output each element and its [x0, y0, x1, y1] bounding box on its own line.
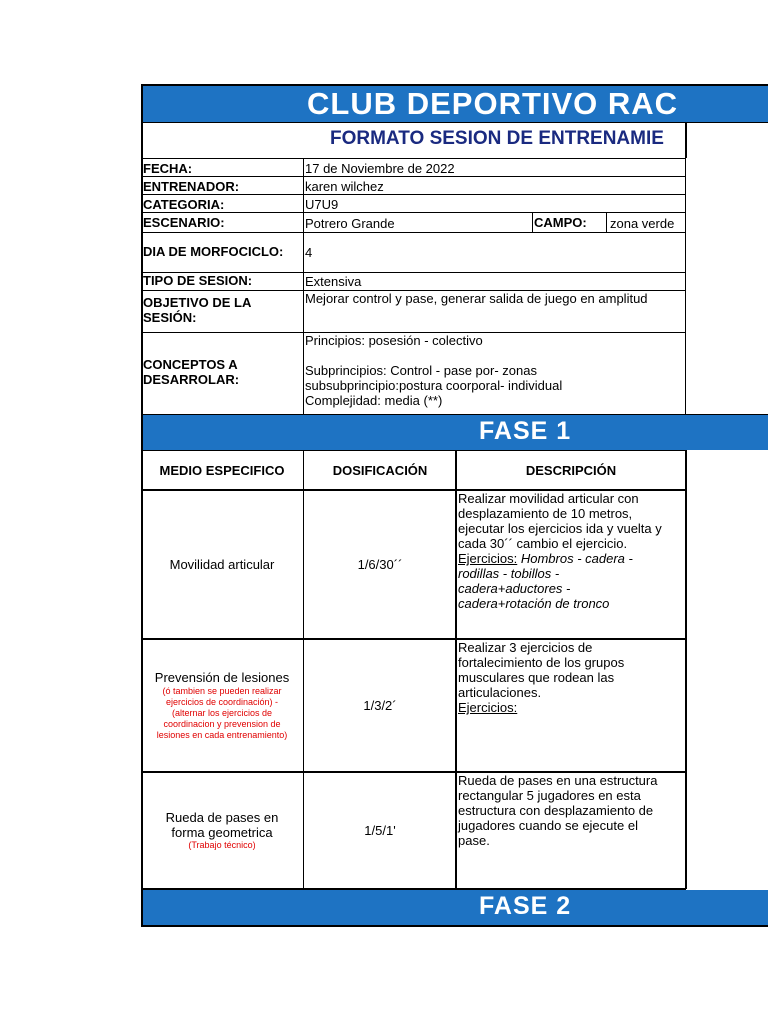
grid-line — [141, 771, 686, 773]
outer-border-bottom — [141, 925, 768, 927]
col-header-descripcion: DESCRIPCIÓN — [525, 462, 617, 478]
session-sheet — [141, 84, 768, 927]
escenario-label: ESCENARIO: — [143, 215, 225, 230]
morfociclo-value: 4 — [305, 245, 313, 260]
fase1-band — [141, 415, 768, 450]
row1-descripcion: Realizar movilidad articular con desplazamiento de 10 metros, ejecutar los ejercicios ida y vuelta y cada 30´´ cambio el ejercicio. Ejercicios: Hombros - cadera - rodillas - tobillos - cadera+aductores - cadera+rotación de tronco — [458, 491, 662, 611]
objetivo-label: OBJETIVO DE LA SESIÓN: — [143, 295, 252, 325]
outer-border-left — [141, 84, 143, 927]
conceptos-label: CONCEPTOS A DESARROLAR: — [143, 357, 240, 387]
grid-line — [532, 212, 533, 232]
fecha-value: 17 de Noviembre de 2022 — [305, 161, 455, 176]
grid-line — [685, 450, 687, 889]
grid-line — [303, 158, 304, 414]
tipo-sesion-label: TIPO DE SESION: — [143, 273, 253, 288]
grid-line — [141, 638, 686, 640]
row3-medio: Rueda de pases en forma geometrica (Trabajo técnico) — [165, 810, 279, 850]
format-title: FORMATO SESION DE ENTRENAMIE — [330, 128, 664, 149]
categoria-value: U7U9 — [305, 197, 339, 212]
grid-line — [606, 212, 607, 232]
outer-border-top — [141, 84, 768, 86]
entrenador-value: karen wilchez — [305, 179, 384, 194]
grid-line — [141, 122, 768, 123]
grid-line — [141, 232, 686, 233]
grid-line — [141, 414, 768, 415]
row2-dosificacion: 1/3/2´ — [363, 698, 397, 713]
grid-line — [141, 176, 686, 177]
grid-line — [141, 272, 686, 273]
fecha-label: FECHA: — [143, 161, 193, 176]
col-header-medio: MEDIO ESPECIFICO — [159, 462, 285, 478]
tipo-sesion-value: Extensiva — [305, 274, 362, 289]
grid-line — [141, 158, 686, 159]
grid-line — [455, 450, 457, 889]
row1-medio: Movilidad articular — [169, 557, 275, 572]
row1-dosificacion: 1/6/30´´ — [357, 557, 403, 572]
grid-line — [141, 489, 686, 491]
grid-line — [141, 194, 686, 195]
fase2-title: FASE 2 — [479, 892, 572, 920]
morfociclo-label: DIA DE MORFOCICLO: — [143, 244, 284, 259]
row3-descripcion: Rueda de pases en una estructura rectangular 5 jugadores en esta estructura con desplazamiento de jugadores cuando se ejecute el pase. — [458, 773, 658, 848]
grid-line — [141, 290, 686, 291]
grid-line — [685, 158, 686, 414]
club-header-band — [141, 84, 768, 122]
conceptos-value: Principios: posesión - colectivo Subprincipios: Control - pase por- zonas subsubprincipio:postura coorporal- individual Complejidad: media (**) — [305, 333, 563, 408]
fase1-title: FASE 1 — [479, 417, 572, 445]
escenario-value: Potrero Grande — [305, 216, 395, 231]
entrenador-label: ENTRENADOR: — [143, 179, 240, 194]
col-header-dosificacion: DOSIFICACIÓN — [332, 462, 428, 478]
objetivo-value: Mejorar control y pase, generar salida de juego en amplitud — [305, 291, 648, 306]
grid-line — [303, 450, 304, 889]
grid-line — [141, 332, 686, 333]
categoria-label: CATEGORIA: — [143, 197, 225, 212]
club-name: CLUB DEPORTIVO RAC — [307, 86, 679, 121]
grid-line — [685, 122, 687, 158]
row3-dosificacion: 1/5/1' — [364, 823, 396, 838]
grid-line — [141, 212, 686, 213]
fase2-band — [141, 890, 768, 925]
campo-value: zona verde — [610, 216, 675, 231]
row2-medio: Prevensión de lesiones (ó tambien se pueden realizar ejercicios de coordinación) - (alternar los ejercicios de coordinacion y prevension de lesiones en cada entrenamiento) — [154, 670, 290, 740]
row2-descripcion: Realizar 3 ejercicios de fortalecimiento de los grupos musculares que rodean las articulaciones. Ejercicios: — [458, 640, 625, 715]
campo-label: CAMPO: — [534, 215, 587, 230]
grid-line — [141, 450, 686, 451]
